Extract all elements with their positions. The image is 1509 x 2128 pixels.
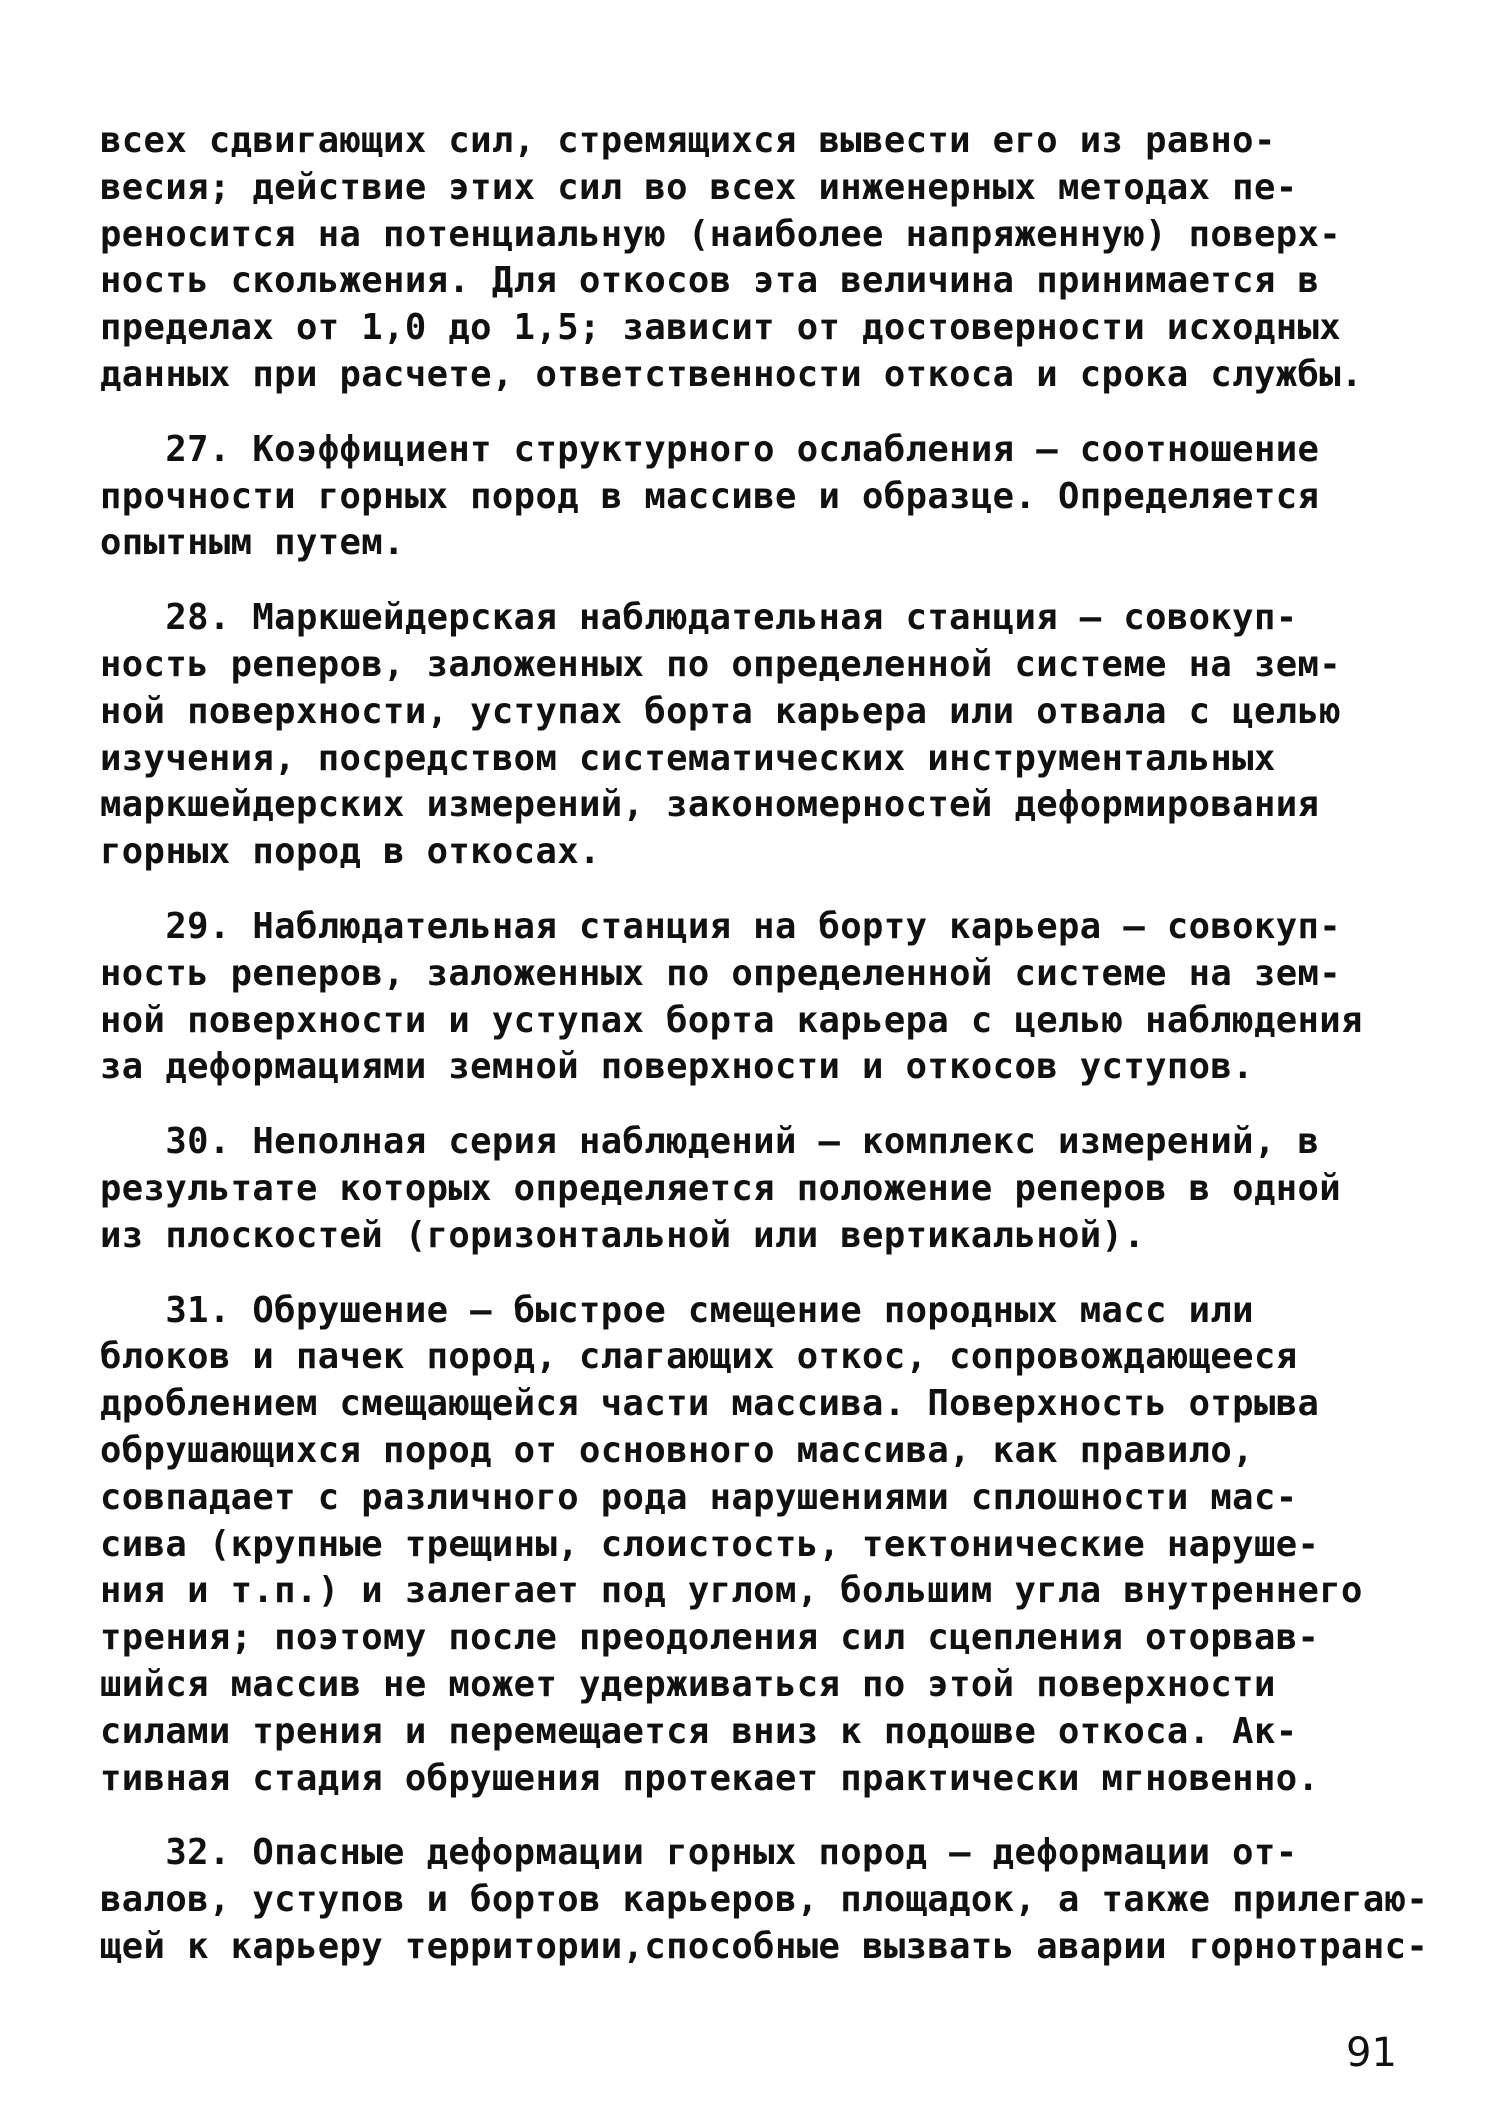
paragraph-spacer <box>100 399 1448 427</box>
text-line: изучения, посредством систематических инструментальных <box>100 737 1276 779</box>
text-line: шийся массив не может удерживаться по этой поверхности <box>100 1663 1276 1705</box>
paragraph-28 <box>100 595 1448 876</box>
paragraph-31 <box>100 1288 1448 1803</box>
text-line: 28. Маркшейдерская наблюдательная станция – совокуп- <box>100 597 1298 639</box>
paragraph-spacer <box>100 1260 1448 1288</box>
text-line: 32. Опасные деформации горных пород – деформации от- <box>100 1832 1298 1874</box>
text-line: маркшейдерских измерений, закономерностей деформирования <box>100 784 1320 826</box>
text-line: совпадает с различного рода нарушениями сплошности мас- <box>100 1476 1298 1518</box>
text-line: опытным путем. <box>100 522 405 564</box>
page-number: 91 <box>1346 2030 1397 2076</box>
text-line: ность скольжения. Для откосов эта величина принимается в <box>100 260 1320 302</box>
text-line: ной поверхности, уступах борта карьера или отвала с целью <box>100 690 1342 732</box>
text-line: за деформациями земной поверхности и откосов уступов. <box>100 1046 1254 1088</box>
text-line: пределах от 1,0 до 1,5; зависит от достоверности исходных <box>100 307 1342 349</box>
text-line: тивная стадия обрушения протекает практически мгновенно. <box>100 1757 1320 1799</box>
text-line: ность реперов, заложенных по определенной системе на зем- <box>100 643 1342 685</box>
text-line: 29. Наблюдательная станция на борту карьера – совокуп- <box>100 905 1342 947</box>
text-line: прочности горных пород в массиве и образце. Определяется <box>100 475 1320 517</box>
text-line: всех сдвигающих сил, стремящихся вывести его из равно- <box>100 120 1276 161</box>
paragraph-spacer <box>100 567 1448 595</box>
paragraph-spacer <box>100 876 1448 904</box>
text-line: трения; поэтому после преодоления сил сцепления оторвав- <box>100 1617 1320 1659</box>
text-line: ния и т.п.) и залегает под углом, большим угла внутреннего <box>100 1570 1363 1612</box>
text-line: из плоскостей (горизонтальной или вертикальной). <box>100 1214 1146 1256</box>
text-line: блоков и пачек пород, слагающих откос, сопровождающееся <box>100 1336 1298 1378</box>
text-line: ность реперов, заложенных по определенной системе на зем- <box>100 952 1342 994</box>
text-line: валов, уступов и бортов карьеров, площадок, а также прилегаю- <box>100 1879 1429 1921</box>
text-line: весия; действие этих сил во всех инженерных методах пе- <box>100 166 1298 208</box>
paragraph-spacer <box>100 1802 1448 1830</box>
text-line: силами трения и перемещается вниз к подошве откоса. Ак- <box>100 1710 1298 1752</box>
text-line: 30. Неполная серия наблюдений – комплекс измерений, в <box>100 1121 1320 1163</box>
text-line: реносится на потенциальную (наиболее напряженную) поверх- <box>100 213 1342 255</box>
paragraph-30 <box>100 1119 1448 1259</box>
text-line: данных при расчете, ответственности откоса и срока службы. <box>100 353 1363 395</box>
text-line: сива (крупные трещины, слоистость, тектонические наруше- <box>100 1523 1320 1565</box>
text-line: дроблением смещающейся части массива. Поверхность отрыва <box>100 1383 1320 1425</box>
paragraph-spacer <box>100 1091 1448 1119</box>
body-text <box>100 118 1448 1971</box>
text-line: обрушающихся пород от основного массива, как правило, <box>100 1429 1254 1471</box>
text-line: щей к карьеру территории,способные вызвать аварии горнотранс- <box>100 1925 1429 1967</box>
text-line: 27. Коэффициент структурного ослабления – соотношение <box>100 428 1320 470</box>
text-line: 31. Обрушение – быстрое смещение породных масс или <box>100 1289 1254 1331</box>
text-line: горных пород в откосах. <box>100 831 601 873</box>
paragraph-1 <box>100 118 1448 399</box>
text-line: ной поверхности и уступах борта карьера с целью наблюдения <box>100 999 1363 1041</box>
text-line: результате которых определяется положение реперов в одной <box>100 1167 1342 1209</box>
paragraph-32 <box>100 1830 1448 1970</box>
paragraph-27 <box>100 427 1448 567</box>
paragraph-29 <box>100 904 1448 1091</box>
